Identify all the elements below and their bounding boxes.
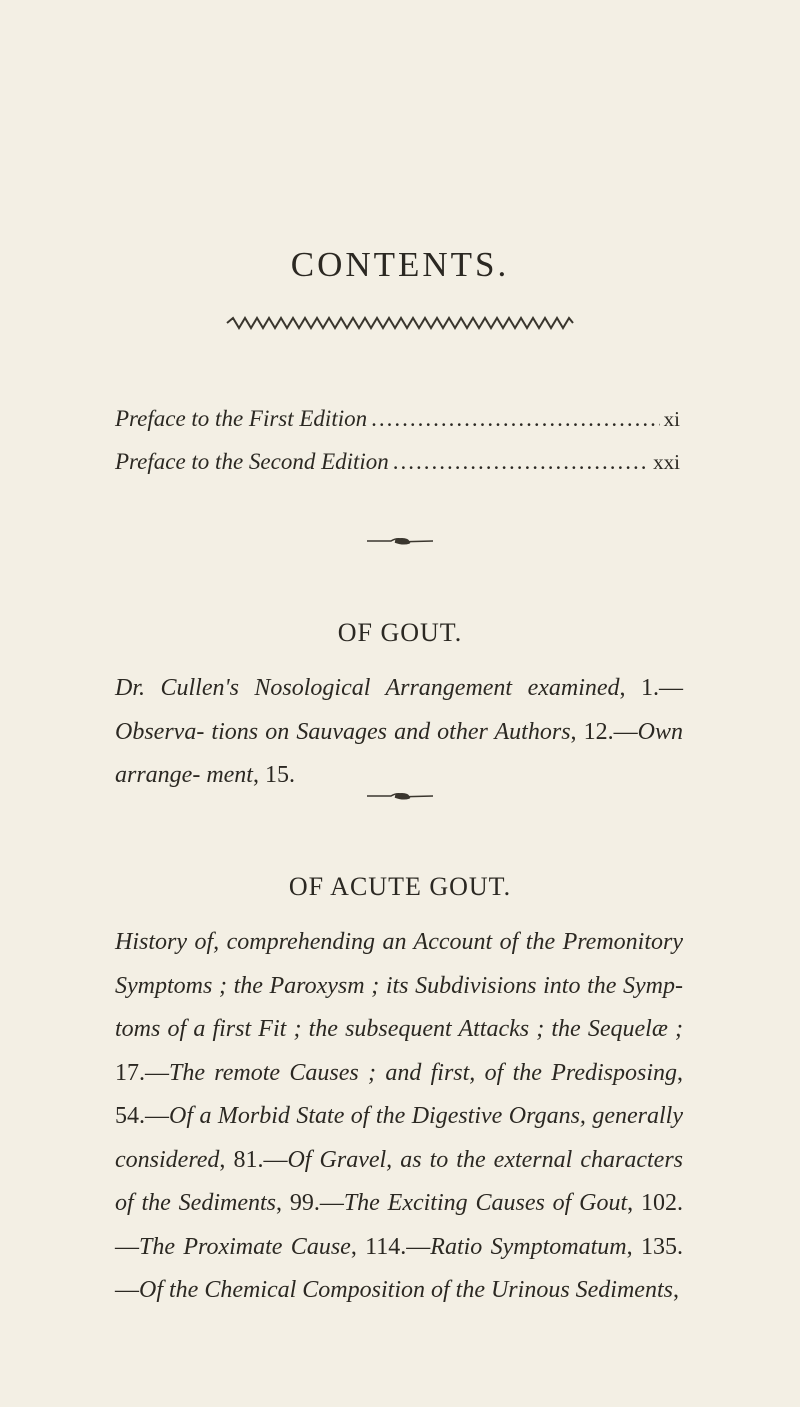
summary-part: , 114.—	[350, 1233, 431, 1260]
summary-part: , 99.—	[275, 1190, 344, 1216]
summary-part: The remote Causes ; and first, of the Predisposing	[169, 1059, 677, 1086]
summary-part: , 1.—	[619, 675, 683, 701]
page-title: CONTENTS.	[290, 245, 510, 284]
summary-part: , 102. —	[115, 1190, 683, 1260]
summary-part: Ratio Symptomatum	[430, 1233, 627, 1260]
dot-leader	[371, 406, 660, 432]
section-divider	[365, 537, 435, 545]
dot-leader	[393, 449, 649, 475]
summary-part: The Proximate Cause	[139, 1233, 351, 1260]
section-gout-summary	[115, 667, 683, 798]
summary-part: Own arrange- ment	[115, 718, 684, 788]
toc-entry-page: xi	[663, 407, 680, 431]
section-heading-acute-gout: OF ACUTE GOUT.	[288, 872, 512, 901]
toc-entry-page: xxi	[653, 450, 680, 474]
summary-part: The Exciting Causes of Gout	[343, 1190, 628, 1216]
toc-entry-label: Preface to the First Edition	[115, 406, 368, 431]
section-acute-gout-summary	[115, 921, 683, 1313]
summary-part: Dr. Cullen's Nosological Arrangement examined	[115, 675, 620, 701]
summary-part: Of Gravel, as to the external characters of the Sediments	[115, 1146, 683, 1216]
section-heading-gout: OF GOUT.	[337, 618, 463, 647]
toc-entry-label: Preface to the Second Edition	[115, 449, 389, 474]
summary-part: Of the Chemical Composition of the Urinous Sediments	[139, 1277, 673, 1303]
section-divider	[365, 792, 435, 800]
toc-entry-second-edition-preface[interactable]	[115, 449, 680, 475]
summary-part: , 81.—	[219, 1146, 288, 1173]
summary-part: , 54.—	[115, 1059, 683, 1129]
summary-part: 17.—	[115, 1059, 169, 1086]
toc-entry-first-edition-preface[interactable]	[115, 406, 680, 432]
summary-part: Observa- tions on Sauvages and other Authors	[115, 718, 571, 745]
summary-part: , 15.	[252, 762, 295, 788]
summary-part: , 12.—	[570, 718, 638, 745]
ornamental-rule	[225, 315, 575, 331]
summary-part: History of, comprehending an Account of the Premonitory Symptoms ; the Paroxysm ; its Subdivisions into the Symp- toms of a first Fit ; the subsequent Attacks ; the Sequelæ ;	[115, 929, 683, 1042]
summary-part: , 135. —	[115, 1233, 684, 1303]
summary-part: ,	[672, 1277, 679, 1303]
summary-part: Of a Morbid State of the Digestive Organs, generally considered	[115, 1103, 683, 1173]
